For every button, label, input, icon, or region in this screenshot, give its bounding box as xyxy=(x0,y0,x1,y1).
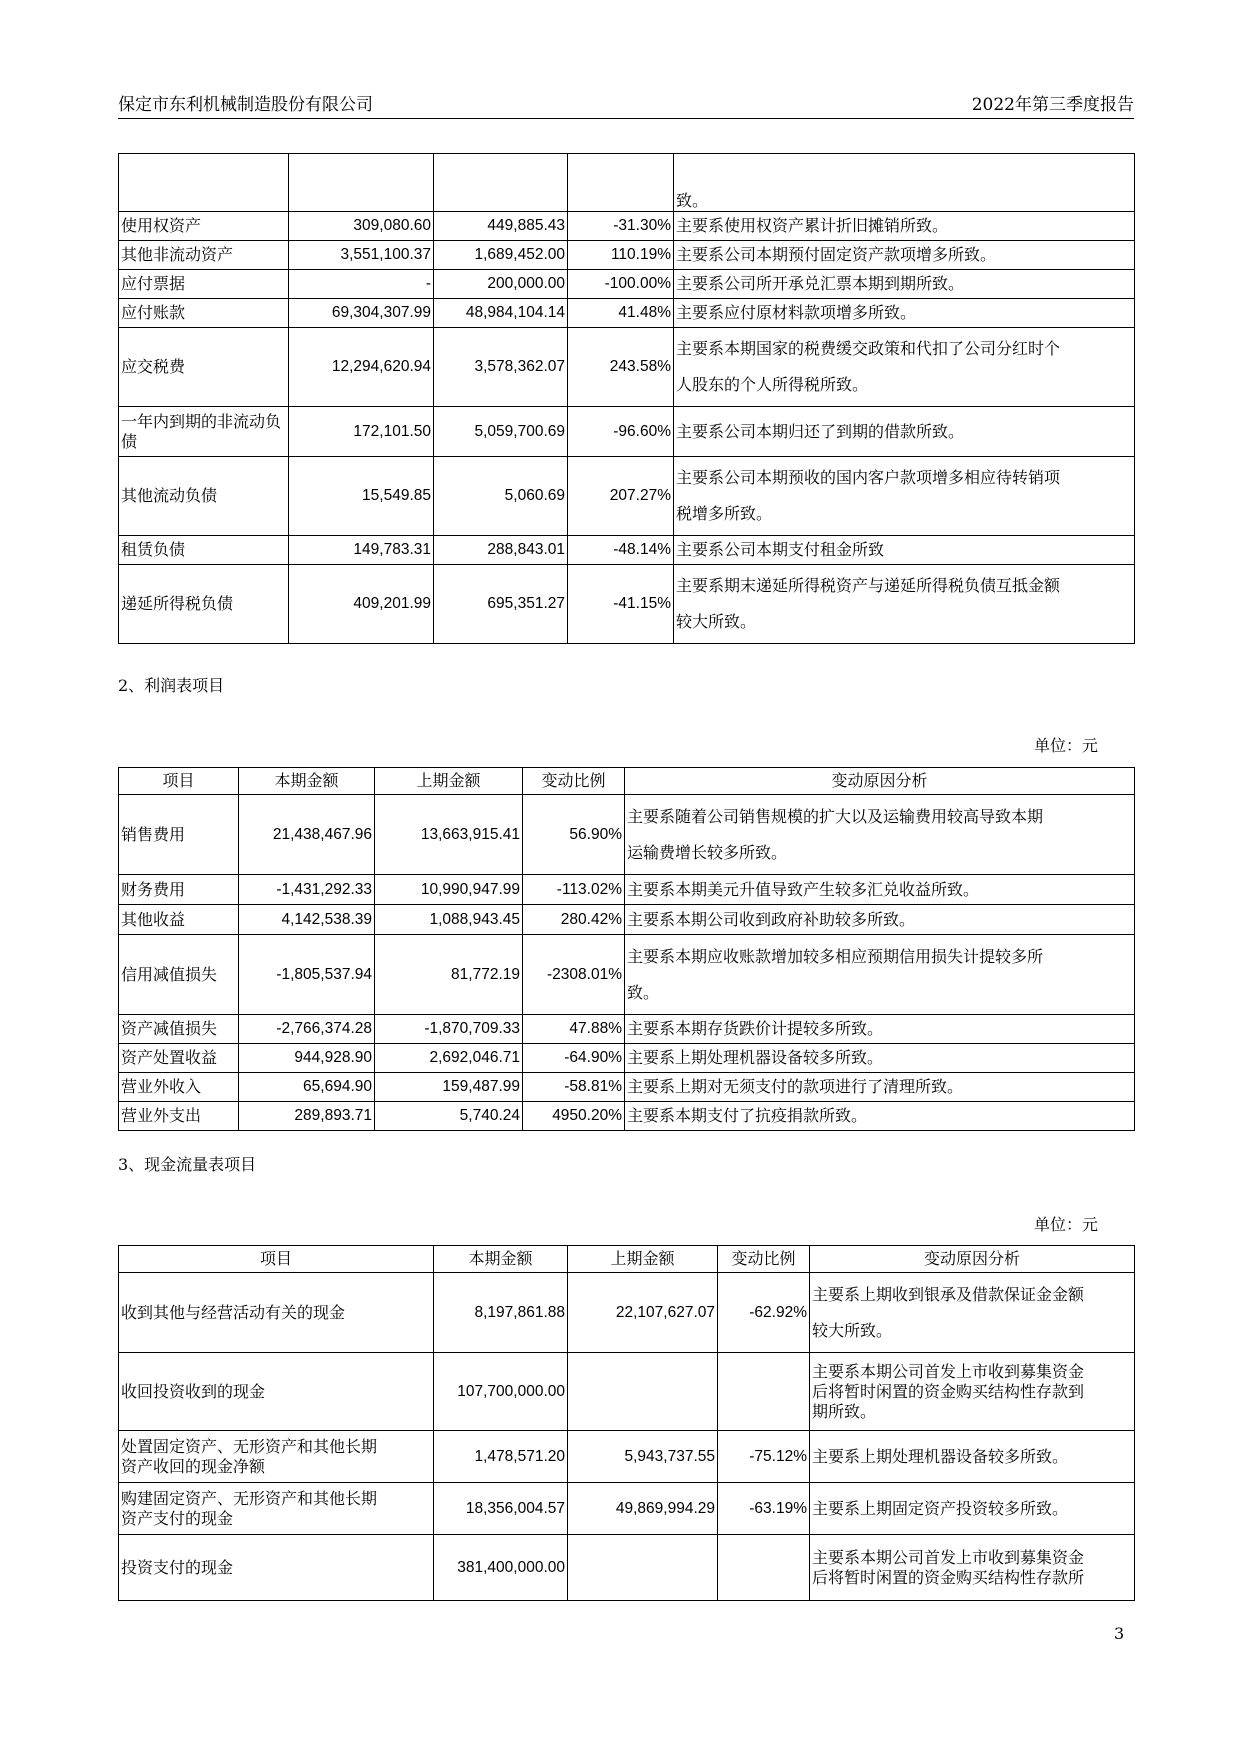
reason-line: 后将暂时闲置的资金购买结构性存款到 xyxy=(812,1381,1085,1401)
reason-line: 主要系随着公司销售规模的扩大以及运输费用较高导致本期 xyxy=(627,806,1044,826)
current-amount: 944,928.90 xyxy=(239,1044,375,1073)
prior-amount: 449,885.43 xyxy=(434,212,568,241)
prior-amount: 13,663,915.41 xyxy=(375,795,523,875)
item-line: 购建固定资产、无形资产和其他长期 xyxy=(121,1488,378,1508)
section-title-income: 2、利润表项目 xyxy=(118,676,225,695)
reason-line: 主要系本期应收账款增加较多相应预期信用损失计提较多所 xyxy=(627,946,1044,966)
page-number: 3 xyxy=(1114,1624,1125,1643)
table-row xyxy=(119,299,1135,328)
change-ratio: 243.58% xyxy=(568,328,674,407)
table-row xyxy=(119,536,1135,565)
current-amount: 69,304,307.99 xyxy=(289,299,434,328)
table-row xyxy=(119,875,1135,905)
item-cell: 使用权资产 xyxy=(119,212,289,241)
current-amount: 1,478,571.20 xyxy=(434,1431,568,1483)
table-row xyxy=(119,407,1135,457)
change-ratio: -31.30% xyxy=(568,212,674,241)
table-row xyxy=(119,1483,1135,1535)
current-amount: 21,438,467.96 xyxy=(239,795,375,875)
reason-cell: 主要系本期存货跌价计提较多所致。 xyxy=(625,1015,1135,1044)
column-header: 变动比例 xyxy=(718,1246,810,1273)
change-ratio: -62.92% xyxy=(718,1273,810,1353)
table-row xyxy=(119,565,1135,644)
item-cell: 销售费用 xyxy=(119,795,239,875)
column-header: 变动原因分析 xyxy=(810,1246,1135,1273)
table-row xyxy=(119,270,1135,299)
change-ratio: -41.15% xyxy=(568,565,674,644)
reason-cell xyxy=(674,457,1135,536)
change-ratio: 47.88% xyxy=(523,1015,625,1044)
reason-cell: 主要系本期美元升值导致产生较多汇兑收益所致。 xyxy=(625,875,1135,905)
change-ratio: 110.19% xyxy=(568,241,674,270)
current-amount: -2,766,374.28 xyxy=(239,1015,375,1044)
current-amount: 149,783.31 xyxy=(289,536,434,565)
item-cell: 其他非流动资产 xyxy=(119,241,289,270)
reason-cell xyxy=(674,565,1135,644)
reason-cell: 主要系公司本期支付租金所致 xyxy=(674,536,1135,565)
prior-amount: 10,990,947.99 xyxy=(375,875,523,905)
column-header: 上期金额 xyxy=(568,1246,718,1273)
prior-amount: 5,740.24 xyxy=(375,1102,523,1131)
item-cell: 信用减值损失 xyxy=(119,935,239,1015)
reason-line: 主要系上期收到银承及借款保证金金额 xyxy=(812,1284,1085,1304)
item-cell: 租赁负债 xyxy=(119,536,289,565)
reason-cell xyxy=(674,328,1135,407)
change-ratio: -64.90% xyxy=(523,1044,625,1073)
reason-cell xyxy=(810,1535,1135,1601)
reason-cell: 主要系使用权资产累计折旧摊销所致。 xyxy=(674,212,1135,241)
current-amount: -1,805,537.94 xyxy=(239,935,375,1015)
change-ratio: -48.14% xyxy=(568,536,674,565)
current-amount: 289,893.71 xyxy=(239,1102,375,1131)
prior-amount: 49,869,994.29 xyxy=(568,1483,718,1535)
current-amount: 309,080.60 xyxy=(289,212,434,241)
reason-line: 人股东的个人所得税所致。 xyxy=(676,375,869,394)
change-ratio xyxy=(718,1353,810,1431)
prior-amount: 22,107,627.07 xyxy=(568,1273,718,1353)
change-ratio: -63.19% xyxy=(718,1483,810,1535)
reason-line: 运输费增长较多所致。 xyxy=(627,842,788,862)
prior-amount: -1,870,709.33 xyxy=(375,1015,523,1044)
table-header-row xyxy=(119,768,1135,795)
reason-line: 主要系本期国家的税费缓交政策和代扣了公司分红时个 xyxy=(676,339,1061,358)
current-amount: 12,294,620.94 xyxy=(289,328,434,407)
column-header: 项目 xyxy=(119,768,239,795)
item-cell: 财务费用 xyxy=(119,875,239,905)
prior-amount: 200,000.00 xyxy=(434,270,568,299)
table-row xyxy=(119,212,1135,241)
prior-amount: 81,772.19 xyxy=(375,935,523,1015)
item-cell: 其他收益 xyxy=(119,905,239,935)
change-ratio: 56.90% xyxy=(523,795,625,875)
table-row xyxy=(119,1535,1135,1601)
change-ratio: 41.48% xyxy=(568,299,674,328)
page-header xyxy=(118,88,1134,119)
current-amount: 381,400,000.00 xyxy=(434,1535,568,1601)
prior-amount: 695,351.27 xyxy=(434,565,568,644)
table-row xyxy=(119,1073,1135,1102)
section-title-cashflow: 3、现金流量表项目 xyxy=(118,1155,257,1174)
item-cell: 递延所得税负债 xyxy=(119,565,289,644)
reason-cell xyxy=(810,1273,1135,1353)
item-cell: 应付票据 xyxy=(119,270,289,299)
prior-amount: 1,689,452.00 xyxy=(434,241,568,270)
reason-cell: 主要系公司本期预付固定资产款项增多所致。 xyxy=(674,241,1135,270)
prior-amount: 5,943,737.55 xyxy=(568,1431,718,1483)
change-ratio: 280.42% xyxy=(523,905,625,935)
item-line: 处置固定资产、无形资产和其他长期 xyxy=(121,1436,378,1456)
company-name: 保定市东利机械制造股份有限公司 xyxy=(118,95,373,115)
reason-line: 主要系公司本期预收的国内客户款项增多相应待转销项 xyxy=(676,468,1061,487)
current-amount: 15,549.85 xyxy=(289,457,434,536)
reason-line: 主要系本期公司首发上市收到募集资金 xyxy=(812,1361,1085,1381)
item-cell: 营业外收入 xyxy=(119,1073,239,1102)
item-cell: 收回投资收到的现金 xyxy=(119,1353,434,1431)
prior-amount xyxy=(568,1353,718,1431)
reason-line: 主要系本期公司首发上市收到募集资金 xyxy=(812,1547,1085,1567)
change-ratio: -113.02% xyxy=(523,875,625,905)
change-ratio: -58.81% xyxy=(523,1073,625,1102)
table-row xyxy=(119,795,1135,875)
unit-label: 单位：元 xyxy=(1034,736,1099,755)
item-cell: 应付账款 xyxy=(119,299,289,328)
item-cell xyxy=(119,1483,434,1535)
report-title: 2022年第三季度报告 xyxy=(971,95,1134,115)
item-cell: 投资支付的现金 xyxy=(119,1535,434,1601)
current-amount: 4,142,538.39 xyxy=(239,905,375,935)
current-amount: 172,101.50 xyxy=(289,407,434,457)
current-amount: 18,356,004.57 xyxy=(434,1483,568,1535)
reason-line: 致。 xyxy=(627,982,660,1002)
column-header: 项目 xyxy=(119,1246,434,1273)
prior-amount: 3,578,362.07 xyxy=(434,328,568,407)
item-cell: 资产减值损失 xyxy=(119,1015,239,1044)
current-amount: 409,201.99 xyxy=(289,565,434,644)
item-line: 资产支付的现金 xyxy=(121,1508,234,1528)
reason-cell xyxy=(625,795,1135,875)
current-amount: 107,700,000.00 xyxy=(434,1353,568,1431)
prior-amount: 1,088,943.45 xyxy=(375,905,523,935)
table-header-row xyxy=(119,1246,1135,1273)
change-ratio: 4950.20% xyxy=(523,1102,625,1131)
column-header: 变动原因分析 xyxy=(625,768,1135,795)
item-cell: 其他流动负债 xyxy=(119,457,289,536)
change-ratio: -100.00% xyxy=(568,270,674,299)
change-ratio: -75.12% xyxy=(718,1431,810,1483)
prior-amount: 48,984,104.14 xyxy=(434,299,568,328)
item-cell: 营业外支出 xyxy=(119,1102,239,1131)
reason-cell: 主要系公司本期归还了到期的借款所致。 xyxy=(674,407,1135,457)
prior-amount: 2,692,046.71 xyxy=(375,1044,523,1073)
prior-amount xyxy=(568,1535,718,1601)
reason-line: 期所致。 xyxy=(812,1401,877,1421)
table-row xyxy=(119,1102,1135,1131)
table-row xyxy=(119,1431,1135,1483)
table-row xyxy=(119,457,1135,536)
prior-amount: 5,059,700.69 xyxy=(434,407,568,457)
item-cell: 收到其他与经营活动有关的现金 xyxy=(119,1273,434,1353)
item-cell: 一年内到期的非流动负债 xyxy=(119,407,289,457)
table-row xyxy=(119,905,1135,935)
prior-amount: 159,487.99 xyxy=(375,1073,523,1102)
item-cell: 应交税费 xyxy=(119,328,289,407)
table-row xyxy=(119,1044,1135,1073)
change-ratio: -2308.01% xyxy=(523,935,625,1015)
reason-cell: 主要系上期处理机器设备较多所致。 xyxy=(810,1431,1135,1483)
column-header: 本期金额 xyxy=(239,768,375,795)
column-header: 本期金额 xyxy=(434,1246,568,1273)
reason-cell: 主要系应付原材料款项增多所致。 xyxy=(674,299,1135,328)
reason-line: 较大所致。 xyxy=(676,612,757,631)
current-amount: 65,694.90 xyxy=(239,1073,375,1102)
reason-cell: 主要系本期支付了抗疫捐款所致。 xyxy=(625,1102,1135,1131)
table-row xyxy=(119,1015,1135,1044)
income-statement-table xyxy=(118,767,1135,1131)
reason-line: 主要系期末递延所得税资产与递延所得税负债互抵金额 xyxy=(676,576,1061,595)
unit-label: 单位：元 xyxy=(1034,1215,1099,1234)
prior-amount: 288,843.01 xyxy=(434,536,568,565)
change-ratio: -96.60% xyxy=(568,407,674,457)
item-line: 资产收回的现金净额 xyxy=(121,1456,266,1476)
table-row xyxy=(119,935,1135,1015)
reason-cell: 致。 xyxy=(674,154,1135,212)
reason-cell: 主要系上期处理机器设备较多所致。 xyxy=(625,1044,1135,1073)
table-row xyxy=(119,241,1135,270)
current-amount: 8,197,861.88 xyxy=(434,1273,568,1353)
change-ratio xyxy=(718,1535,810,1601)
table-row xyxy=(119,154,1135,212)
reason-cell: 主要系公司所开承兑汇票本期到期所致。 xyxy=(674,270,1135,299)
table-row xyxy=(119,1353,1135,1431)
reason-line: 税增多所致。 xyxy=(676,504,773,523)
cash-flow-table xyxy=(118,1245,1135,1601)
column-header: 上期金额 xyxy=(375,768,523,795)
table-row xyxy=(119,1273,1135,1353)
balance-sheet-table xyxy=(118,153,1135,644)
current-amount: 3,551,100.37 xyxy=(289,241,434,270)
reason-cell: 主要系上期固定资产投资较多所致。 xyxy=(810,1483,1135,1535)
reason-cell: 主要系本期公司收到政府补助较多所致。 xyxy=(625,905,1135,935)
reason-line: 较大所致。 xyxy=(812,1320,893,1340)
item-cell xyxy=(119,1431,434,1483)
current-amount: - xyxy=(289,270,434,299)
reason-cell xyxy=(625,935,1135,1015)
reason-line: 后将暂时闲置的资金购买结构性存款所 xyxy=(812,1567,1085,1587)
item-cell: 资产处置收益 xyxy=(119,1044,239,1073)
reason-cell xyxy=(810,1353,1135,1431)
current-amount: -1,431,292.33 xyxy=(239,875,375,905)
reason-cell: 主要系上期对无须支付的款项进行了清理所致。 xyxy=(625,1073,1135,1102)
table-row xyxy=(119,328,1135,407)
prior-amount: 5,060.69 xyxy=(434,457,568,536)
column-header: 变动比例 xyxy=(523,768,625,795)
change-ratio: 207.27% xyxy=(568,457,674,536)
